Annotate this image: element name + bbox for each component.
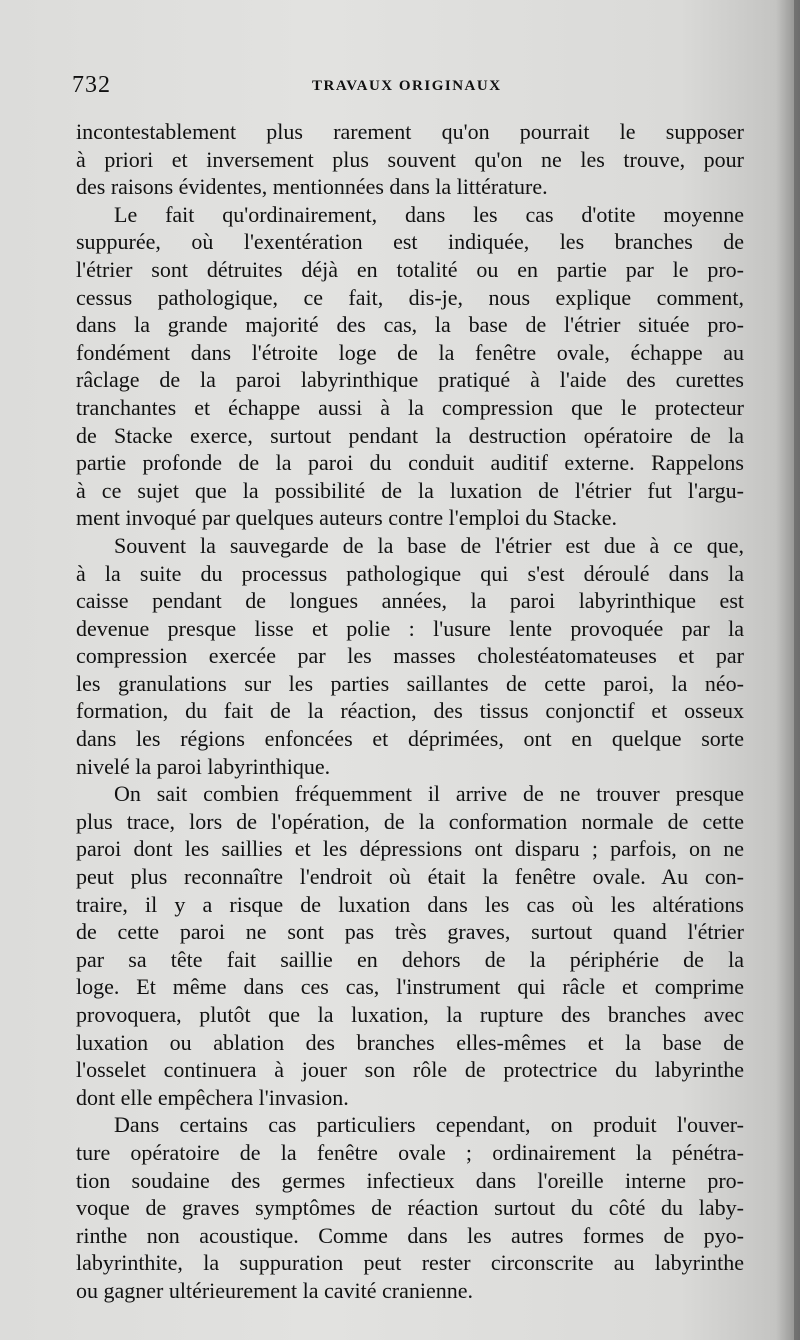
text-line: cessus pathologique, ce fait, dis-je, nous explique comment, [76, 284, 744, 310]
text-line: traire, il y a risque de luxation dans les cas où les altérations [76, 891, 744, 917]
text-line: dont elle empêchera l'invasion. [76, 1084, 349, 1110]
text-line: rinthe non acoustique. Comme dans les autres formes de pyo- [76, 1222, 744, 1248]
text-line: tranchantes et échappe aussi à la compression que le protecteur [76, 394, 744, 420]
text-line: On sait combien fréquemment il arrive de ne trouver presque [114, 781, 744, 807]
text-line: à priori et inversement plus souvent qu'on ne les trouve, pour [76, 146, 744, 172]
body-text [76, 118, 744, 1305]
text-line: devenue presque lisse et polie : l'usure lente provoquée par la [76, 615, 744, 641]
page-header [72, 72, 752, 102]
text-line: voque de graves symptômes de réaction surtout du côté du laby- [76, 1195, 744, 1221]
text-line: l'étrier sont détruites déjà en totalité ou en partie par le pro- [76, 256, 744, 282]
text-line: Le fait qu'ordinairement, dans les cas d'otite moyenne [114, 201, 744, 227]
text-line: partie profonde de la paroi du conduit auditif externe. Rappelons [76, 450, 744, 476]
text-line: Souvent la sauvegarde de la base de l'étrier est due à ce que, [114, 532, 744, 558]
text-line: à ce sujet que la possibilité de la luxation de l'étrier fut l'argu- [76, 477, 744, 503]
text-line: râclage de la paroi labyrinthique pratiqué à l'aide des curettes [76, 367, 744, 393]
text-line: plus trace, lors de l'opération, de la conformation normale de cette [76, 808, 744, 834]
text-line: paroi dont les saillies et les dépressions ont disparu ; parfois, on ne [76, 836, 744, 862]
text-line: nivelé la paroi labyrinthique. [76, 753, 331, 779]
text-line: l'osselet continuera à jouer son rôle de protectrice du labyrinthe [76, 1057, 744, 1083]
text-line: Dans certains cas particuliers cependant, on produit l'ouver- [114, 1112, 744, 1138]
text-line: fondément dans l'étroite loge de la fenêtre ovale, échappe au [76, 339, 744, 365]
text-line: loge. Et même dans ces cas, l'instrument qui râcle et comprime [76, 974, 744, 1000]
text-line: compression exercée par les masses cholestéatomateuses et par [76, 643, 744, 669]
text-line: dans la grande majorité des cas, la base de l'étrier située pro- [76, 312, 744, 338]
text-line: suppurée, où l'exentération est indiquée, les branches de [76, 229, 744, 255]
text-line: des raisons évidentes, mentionnées dans la littérature. [76, 174, 548, 200]
page-number: 732 [72, 72, 111, 98]
text-line: dans les régions enfoncées et déprimées, ont en quelque sorte [76, 726, 744, 752]
text-line: ment invoqué par quelques auteurs contre l'emploi du Stacke. [76, 505, 617, 531]
text-line: formation, du fait de la réaction, des tissus conjonctif et osseux [76, 698, 744, 724]
text-line: incontestablement plus rarement qu'on pourrait le supposer [76, 119, 744, 144]
text-line: luxation ou ablation des branches elles-mêmes et la base de [76, 1029, 744, 1055]
text-line: de cette paroi ne sont pas très graves, surtout quand l'étrier [76, 919, 744, 945]
text-line: à la suite du processus pathologique qui s'est déroulé dans la [76, 560, 744, 586]
text-line: labyrinthite, la suppuration peut rester circonscrite au labyrinthe [76, 1250, 744, 1276]
text-line: tion soudaine des germes infectieux dans l'oreille interne pro- [76, 1167, 744, 1193]
text-line: ture opératoire de la fenêtre ovale ; ordinairement la pénétra- [76, 1139, 744, 1165]
text-line: ou gagner ultérieurement la cavité cranienne. [76, 1277, 474, 1303]
running-head: TRAVAUX ORIGINAUX [312, 78, 502, 94]
text-line: par sa tête fait saillie en dehors de la périphérie de la [76, 946, 744, 972]
text-line: de Stacke exerce, surtout pendant la destruction opératoire de la [76, 422, 744, 448]
text-line: les granulations sur les parties saillantes de cette paroi, la néo- [76, 670, 744, 696]
text-line: caisse pendant de longues années, la paroi labyrinthique est [76, 588, 744, 614]
text-line: peut plus reconnaître l'endroit où était la fenêtre ovale. Au con- [76, 864, 744, 890]
page-edge-shadow [794, 0, 800, 1340]
text-line: provoquera, plutôt que la luxation, la rupture des branches avec [76, 1002, 744, 1027]
